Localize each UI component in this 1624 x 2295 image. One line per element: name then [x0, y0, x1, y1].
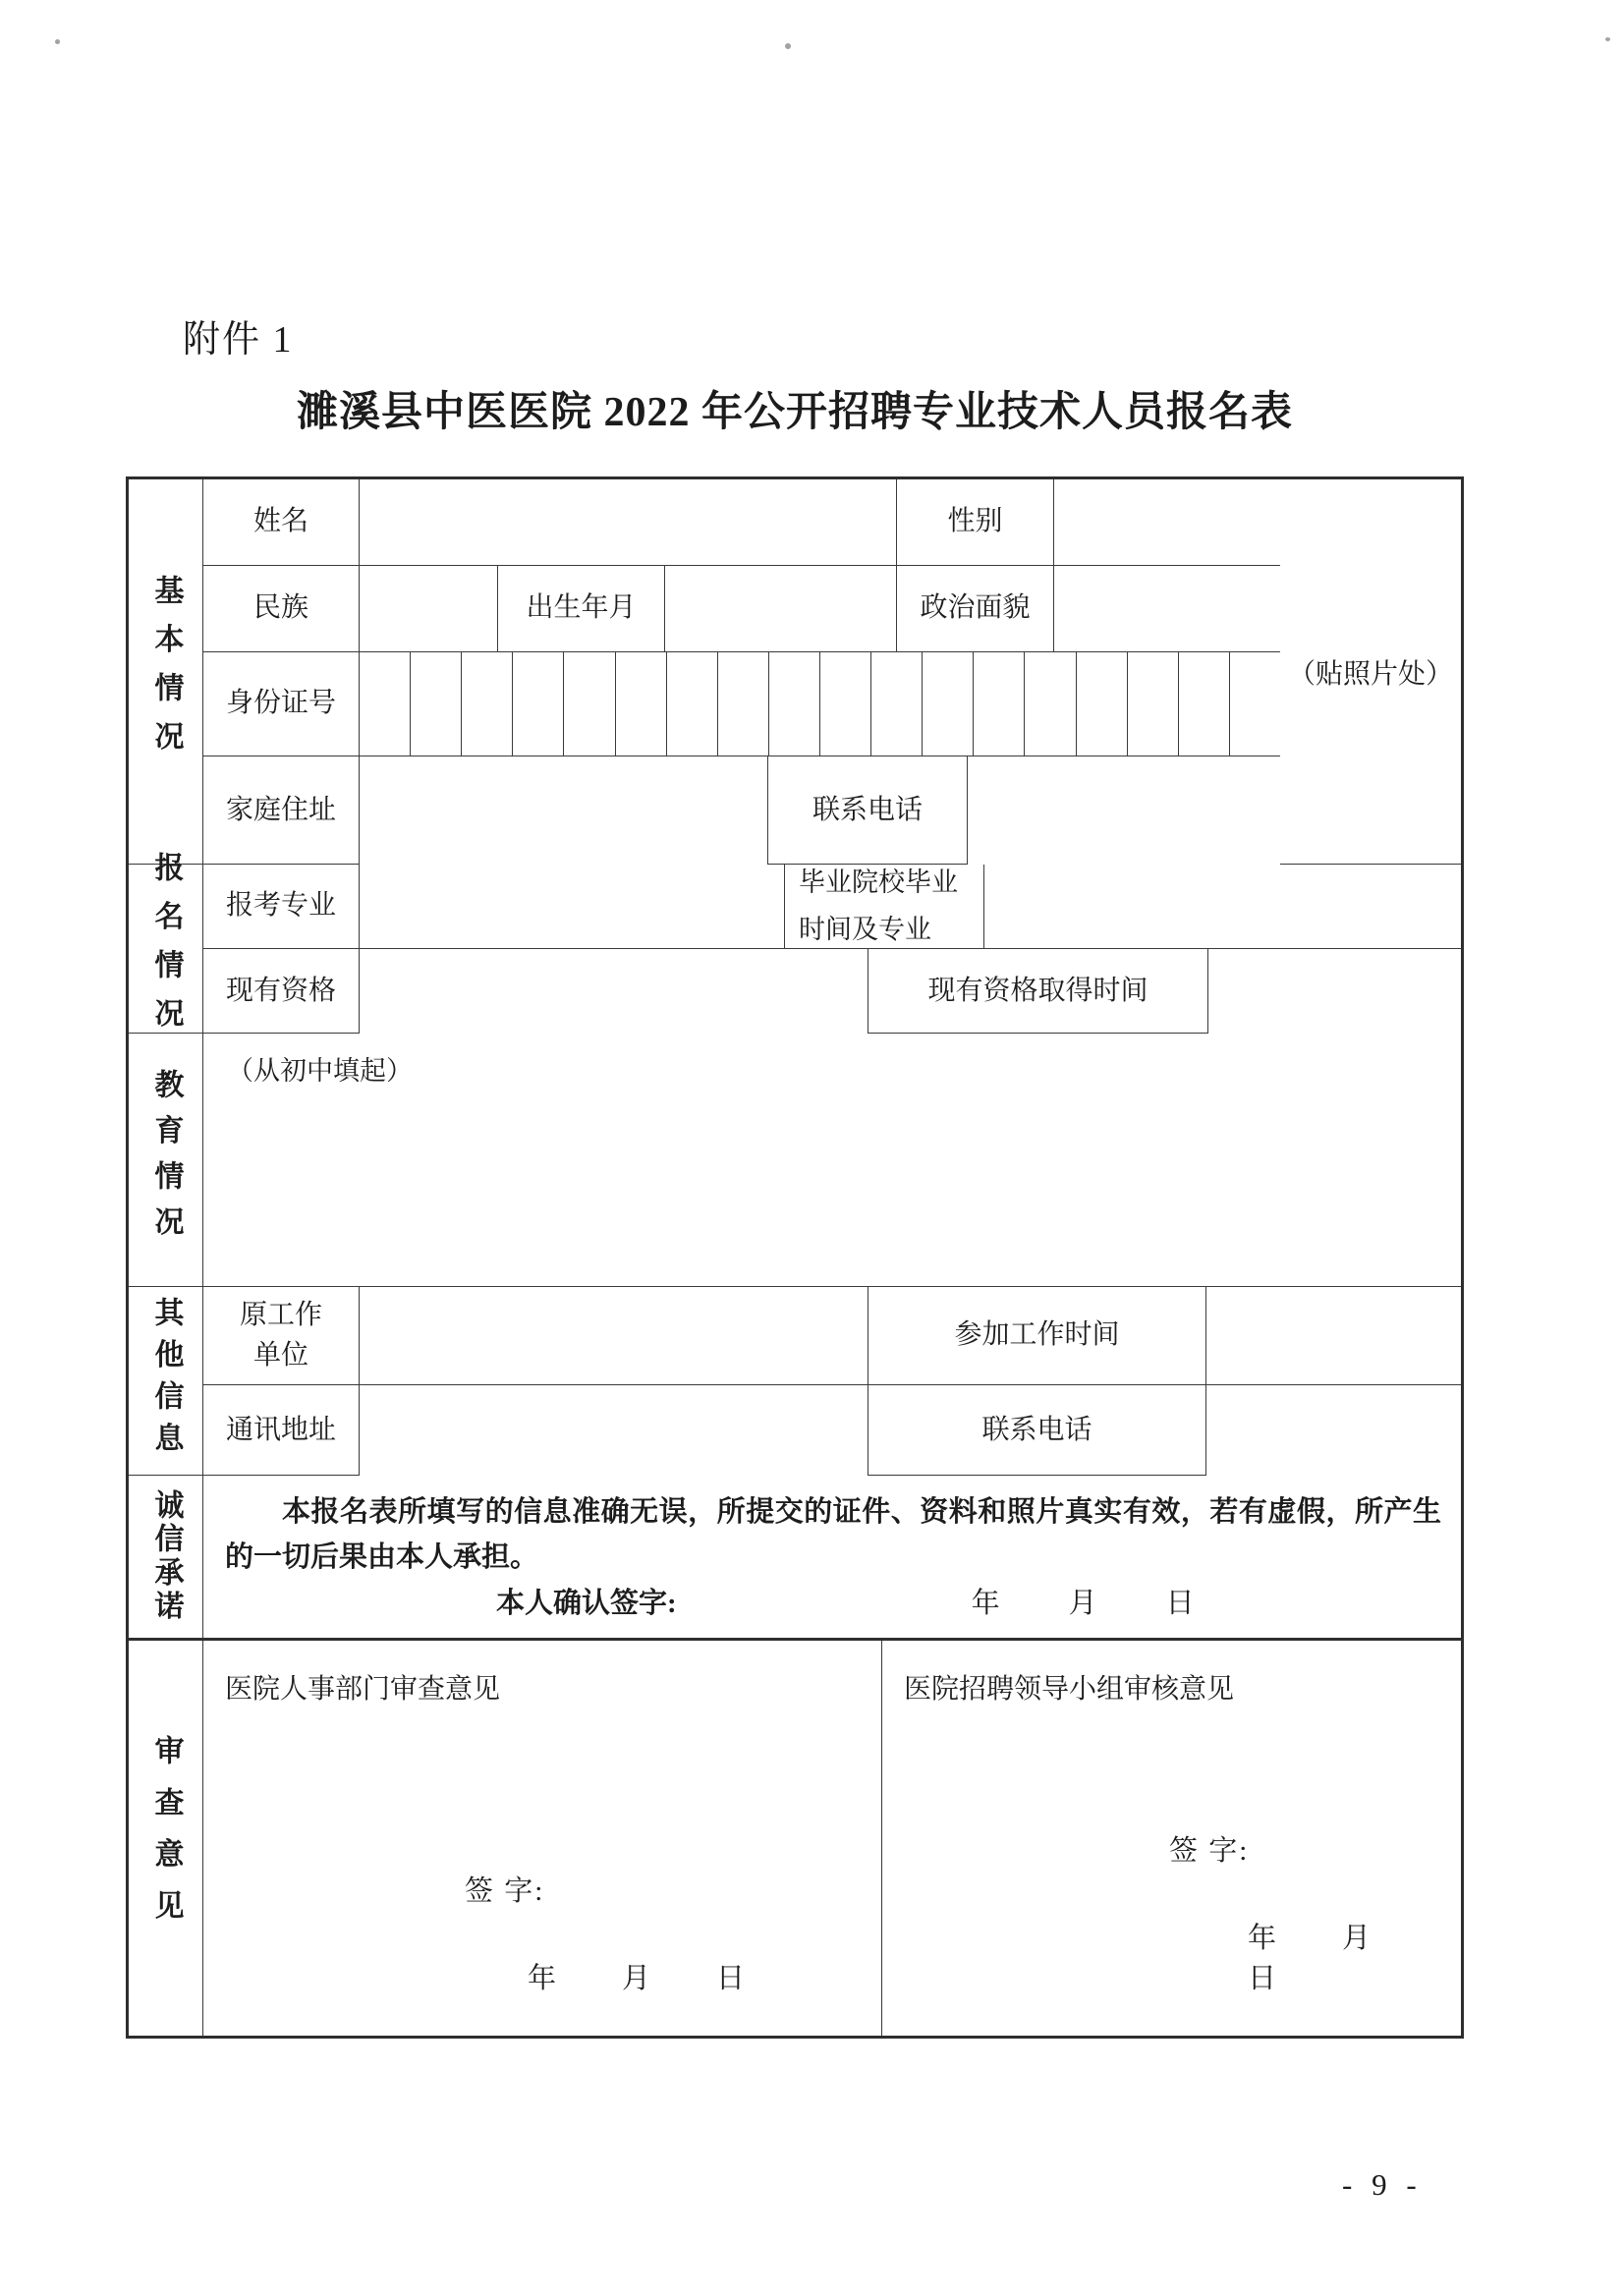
- applied-major-label: 报考专业: [203, 865, 360, 948]
- education-content-cell: [203, 1034, 1461, 1286]
- previous-employer-label: [203, 1287, 360, 1384]
- qualification-value-cell: [360, 949, 868, 1034]
- graduation-label-line2: 时间及专业: [799, 914, 931, 944]
- section-other-info: [129, 1287, 1461, 1476]
- id-digit-cell: [1179, 652, 1230, 756]
- gender-value-cell: [1054, 479, 1280, 565]
- id-digit-cell: [513, 652, 564, 756]
- hr-date-line: 年 月 日: [528, 1963, 749, 1994]
- scan-speck: [785, 43, 791, 49]
- political-status-label: 政治面貌: [897, 566, 1054, 651]
- pledge-confirm-signature-label: 本人确认签字:: [496, 1587, 677, 1619]
- section-label-text: 基本情况: [149, 574, 183, 769]
- id-digit-cell: [360, 652, 411, 756]
- graduation-label-line1: 毕业院校毕业: [799, 868, 958, 898]
- work-start-time-label: 参加工作时间: [868, 1287, 1206, 1384]
- row-previous-employer: [203, 1287, 1461, 1385]
- pledge-signature-line: [203, 1581, 1461, 1645]
- pledge-date-line: 年 月 日: [971, 1587, 1199, 1619]
- mailing-address-value-cell: [360, 1385, 868, 1476]
- section-label-text: 审查意见: [149, 1735, 183, 1941]
- home-address-label: 家庭住址: [203, 756, 360, 865]
- row-home-address: [203, 756, 1280, 865]
- page-title: 濉溪县中医医院 2022 年公开招聘专业技术人员报名表: [296, 390, 1293, 435]
- hr-review-label: 医院人事部门审查意见: [225, 1674, 501, 1705]
- id-digit-cell: [667, 652, 718, 756]
- gender-label: 性别: [897, 479, 1054, 565]
- section-label-text: 教育情况: [149, 1068, 183, 1252]
- section-integrity-pledge: [129, 1476, 1461, 1641]
- ethnicity-label: 民族: [203, 566, 360, 651]
- section-label-text: 诚信承诺: [149, 1489, 183, 1624]
- id-digit-cell: [923, 652, 974, 756]
- hr-signature-label: 签 字:: [465, 1875, 545, 1907]
- contact-phone-value-cell: [968, 756, 1280, 865]
- id-digit-cell: [1230, 652, 1280, 756]
- home-address-value-cell: [360, 756, 768, 865]
- section-label-review-opinions: [129, 1641, 203, 2036]
- id-digit-cell: [1128, 652, 1179, 756]
- name-value-cell: [360, 479, 897, 565]
- row-id-number: [203, 652, 1280, 756]
- application-form-table: [126, 476, 1464, 2039]
- section-label-text: 报名情况: [149, 851, 183, 1046]
- row-applied-major: [203, 865, 1461, 949]
- section-label-other-info: [129, 1287, 203, 1475]
- graduation-school-label: [785, 865, 984, 948]
- committee-review-label: 医院招聘领导小组审核意见: [904, 1674, 1235, 1705]
- contact-phone-label: 联系电话: [768, 756, 968, 865]
- basic-info-grid: [203, 479, 1280, 864]
- section-label-basic-info: [129, 479, 203, 864]
- political-status-value-cell: [1054, 566, 1280, 651]
- qualification-time-value-cell: [1208, 949, 1461, 1034]
- id-number-digit-cells: [360, 652, 1280, 756]
- other-contact-phone-value-cell: [1206, 1385, 1461, 1476]
- id-digit-cell: [769, 652, 820, 756]
- id-digit-cell: [462, 652, 513, 756]
- attachment-label: 附件 1: [183, 319, 294, 361]
- id-digit-cell: [616, 652, 667, 756]
- id-digit-cell: [1025, 652, 1076, 756]
- birth-date-value-cell: [665, 566, 897, 651]
- birth-date-label: 出生年月: [498, 566, 665, 651]
- other-contact-phone-label: 联系电话: [868, 1385, 1206, 1476]
- name-label: 姓名: [203, 479, 360, 565]
- id-digit-cell: [974, 652, 1025, 756]
- applied-major-value-cell: [360, 865, 785, 948]
- photo-paste-label: （贴照片处）: [1287, 658, 1453, 690]
- ethnicity-value-cell: [360, 566, 498, 651]
- previous-employer-label-line1: 原工作: [239, 1299, 322, 1330]
- previous-employer-label-line2: 单位: [252, 1339, 308, 1371]
- id-number-label: 身份证号: [203, 652, 360, 756]
- scan-speck: [1605, 37, 1610, 41]
- section-application-info: [129, 851, 1461, 1046]
- pledge-statement: 本报名表所填写的信息准确无误，所提交的证件、资料和照片真实有效，若有虚假，所产生的一切后果由本人承担。: [225, 1496, 1441, 1574]
- graduation-value-cell: [984, 865, 1461, 948]
- section-label-education: [129, 1034, 203, 1286]
- mailing-address-label: 通讯地址: [203, 1385, 360, 1476]
- previous-employer-value-cell: [360, 1287, 868, 1384]
- page-number: - 9 -: [1342, 2167, 1423, 2202]
- id-digit-cell: [820, 652, 871, 756]
- id-digit-cell: [411, 652, 462, 756]
- scan-speck: [55, 39, 60, 44]
- section-basic-info: [129, 479, 1461, 865]
- section-review-opinions: [129, 1641, 1461, 2036]
- row-ethnicity-birth-political: [203, 566, 1280, 652]
- pledge-content-cell: [203, 1476, 1461, 1645]
- work-start-time-value-cell: [1206, 1287, 1461, 1384]
- qualification-time-label: 现有资格取得时间: [868, 949, 1208, 1034]
- section-label-text: 其他信息: [149, 1297, 183, 1465]
- committee-review-cell: [882, 1641, 1461, 2036]
- row-current-qualification: [203, 949, 1461, 1034]
- education-hint: （从初中填起）: [227, 1056, 413, 1086]
- id-digit-cell: [1077, 652, 1128, 756]
- hr-review-cell: [203, 1641, 882, 2036]
- id-digit-cell: [871, 652, 923, 756]
- row-name-gender: [203, 479, 1280, 566]
- qualification-label: 现有资格: [203, 949, 360, 1034]
- id-digit-cell: [718, 652, 769, 756]
- section-education: [129, 1034, 1461, 1287]
- committee-signature-label: 签 字:: [1169, 1835, 1250, 1867]
- committee-date-line: 年 月 日: [1248, 1923, 1437, 1994]
- id-digit-cell: [564, 652, 615, 756]
- row-mailing-address: [203, 1385, 1461, 1476]
- photo-paste-area: [1280, 479, 1461, 864]
- section-label-application-info: [129, 851, 203, 1046]
- section-label-integrity-pledge: [129, 1476, 203, 1638]
